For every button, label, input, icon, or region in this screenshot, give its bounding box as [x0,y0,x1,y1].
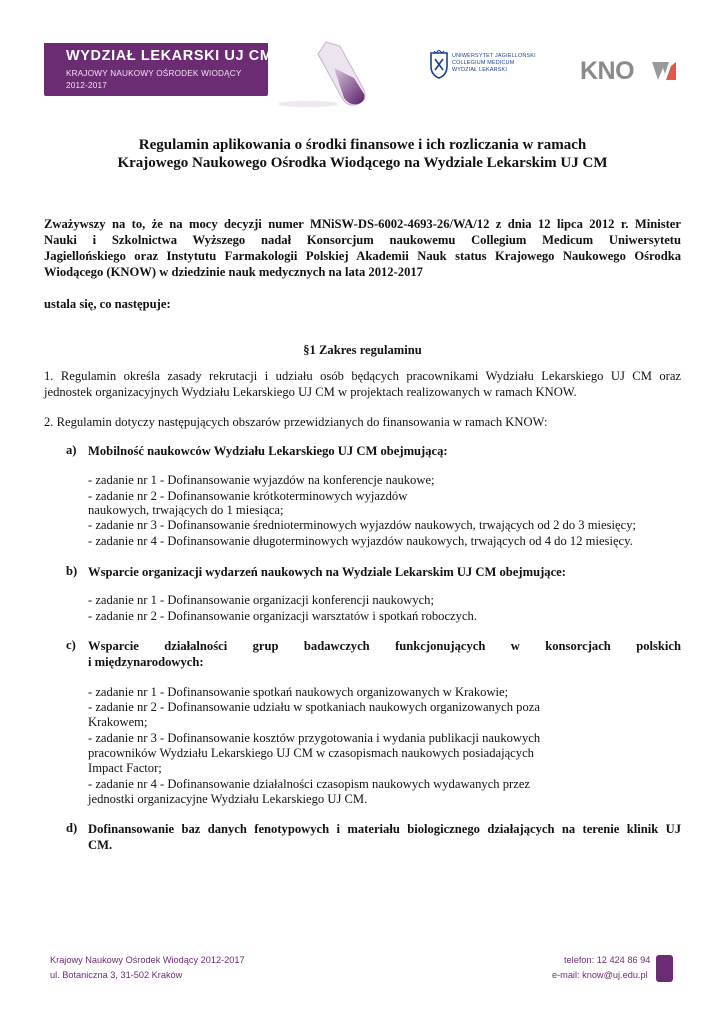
footer-address: ul. Botaniczna 3, 31-502 Kraków [50,970,183,980]
list-title-b: Wsparcie organizacji wydarzeń naukowych na Wydziale Lekarskim UJ CM obejmujące: [88,565,566,579]
uj-cm: COLLEGIUM MEDICUM [452,60,515,66]
list-item: - zadanie nr 4 - Dofinansowanie działalności czasopism naukowych wydawanych przez [88,777,531,791]
preamble-line-2: Nauki i Szkolnictwa Wyższego nadał Konsorcjum naukowemu Collegium Medicum Uniwersytetu [44,233,681,247]
list-label-a: a) [66,443,77,457]
list-item: - zadanie nr 1 - Dofinansowanie wyjazdów na konferencje naukowe; [88,473,435,487]
know-logo: KNO [580,57,635,85]
list-label-b: b) [66,564,78,578]
paragraph-1-line-2: jednostek organizacyjnych Wydziału Lekarskiego UJ CM w projektach realizowanych w ramach KNOW. [44,385,577,399]
footer-org: Krajowy Naukowy Ośrodek Wiodący 2012-2017 [50,955,245,965]
list-item: - zadanie nr 2 - Dofinansowanie organizacji warsztatów i spotkań roboczych. [88,609,477,623]
list-item: - zadanie nr 3 - Dofinansowanie kosztów przygotowania i wydania publikacji naukowych [88,731,541,745]
list-item: - zadanie nr 1 - Dofinansowanie organizacji konferencji naukowych; [88,593,434,607]
list-item: pracowników Wydziału Lekarskiego UJ CM w czasopismach naukowych posiadających [88,746,534,760]
banner-title: WYDZIAŁ LEKARSKI UJ CM [66,48,273,64]
list-item: Krakowem; [88,715,148,729]
list-item: naukowych, trwających do 1 miesiąca; [88,503,284,517]
paragraph-2: 2. Regulamin dotyczy następujących obszarów przewidzianych do finansowania w ramach KNOW: [44,415,548,429]
footer-accent-bar [656,955,673,982]
know-w-mark-icon [652,60,676,82]
list-title-d-line-2: CM. [88,838,113,852]
list-item: - zadanie nr 2 - Dofinansowanie krótkoterminowych wyjazdów [88,489,408,503]
list-item: - zadanie nr 3 - Dofinansowanie średnioterminowych wyjazdów naukowych, trwających od 2 do 3 miesięcy; [88,518,637,532]
footer-phone: telefon: 12 424 86 94 [564,955,651,965]
list-label-d: d) [66,821,78,835]
preamble-line-4: Wiodącego (KNOW) w dziedzinie nauk medycznych na lata 2012-2017 [44,265,423,279]
section-heading: §1 Zakres regulaminu [303,343,422,357]
title-line-1: Regulamin aplikowania o środki finansowe i ich rozliczania w ramach [138,137,587,153]
list-item: - zadanie nr 1 - Dofinansowanie spotkań naukowych organizowanych w Krakowie; [88,685,509,699]
faculty-banner [44,43,273,96]
list-item: - zadanie nr 4 - Dofinansowanie długoterminowych wyjazdów naukowych, trwających od 4 do 12 miesięcy. [88,534,633,548]
list-item: - zadanie nr 2 - Dofinansowanie udziału w spotkaniach naukowych organizowanych poza [88,700,540,714]
list-title-a: Mobilność naukowców Wydziału Lekarskiego UJ CM obejmującą: [88,444,448,458]
paragraph-1-line-1: 1. Regulamin określa zasady rekrutacji i udziału osób będących pracownikami Wydziału Lekarskiego UJ CM oraz [44,369,681,383]
banner-years: 2012-2017 [66,81,107,90]
uj-crest-icon [428,50,450,80]
ustala-line: ustala się, co następuje: [44,297,171,311]
footer-email[interactable]: e-mail: know@uj.edu.pl [552,970,648,980]
uj-wordmark [452,53,536,74]
list-label-c: c) [66,638,76,652]
list-title-c-line-2: i międzynarodowych: [88,655,204,669]
test-tube-illustration [268,38,378,108]
uj-faculty: WYDZIAŁ LEKARSKI [452,67,508,73]
title-line-2: Krajowego Naukowego Ośrodka Wiodącego na Wydziale Lekarskim UJ CM [117,155,608,171]
list-title-c-line-1: Wsparcie działalności grup badawczych funkcjonujących w konsorcjach polskich [88,639,681,653]
preamble-line-3: Jagiellońskiego oraz Instytutu Farmakologii Polskiej Akademii Nauk status Krajowego Naukowego Ośrodka [44,249,681,263]
banner-subtitle: KRAJOWY NAUKOWY OŚRODEK WIODĄCY [66,69,242,78]
preamble-line-1: Zważywszy na to, że na mocy decyzji numer MNiSW-DS-6002-4693-26/WA/12 z dnia 12 lipca 2012 r. Minister [44,217,681,231]
list-item: jednostki organizacyjne Wydziału Lekarskiego UJ CM. [88,792,368,806]
list-title-d-line-1: Dofinansowanie baz danych fenotypowych i materiału biologicznego działających na terenie klinik UJ [88,822,681,836]
uj-name: UNIWERSYTET JAGIELLOŃSKI [452,53,536,59]
list-item: Impact Factor; [88,761,162,775]
